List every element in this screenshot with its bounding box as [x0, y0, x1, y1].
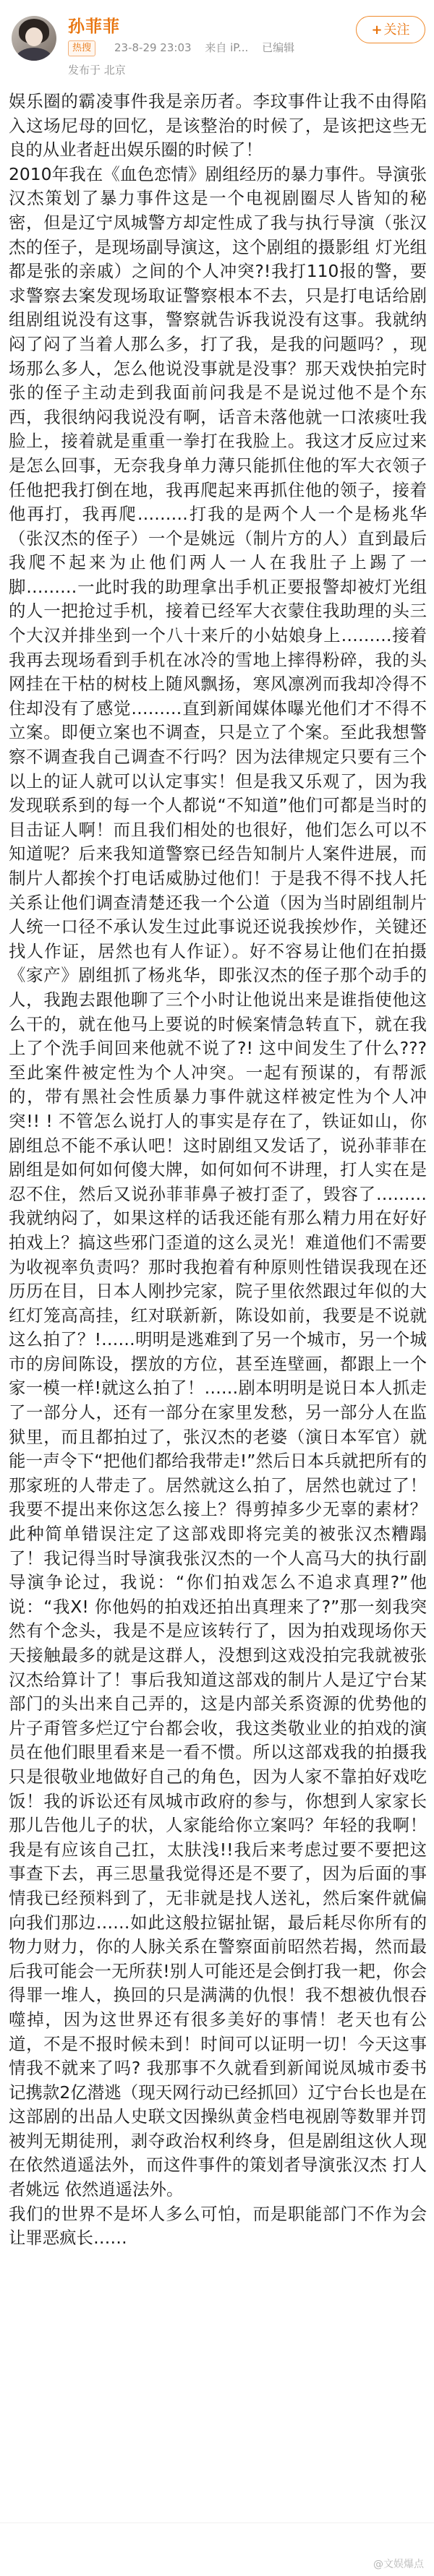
paragraph-main: 2010年我在《血色恋情》剧组经历的暴力事件。导演张汉杰策划了暴力事件这是一个电视剧圈尽人皆知的秘密，但是辽宁凤城警方却定性成了我与执行导演（张汉杰的侄子，是现场副导演这，这个剧组的摄影组 灯光组都是张的亲戚）之间的个人冲突?!我打110报的警，要求警察去案发现场取证警察根本不去，只是打电话给剧组剧组说没有这事，警察就告诉我说没有这事。我就纳闷了闷了当着人那么多，打了我，是我的问题吗？，现场那么多人，怎么他说没事就是没事？那天戏快拍完时张的侄子主动走到我面前问我是不是说过他不是个东西，我很纳闷我说没有啊，话音未落他就一口浓痰吐我脸上，接着就是重重一拳打在我脸上。我这才反应过来是怎么回事，无奈我身单力薄只能抓住他的军大衣领子任他把我打倒在地，我再爬起来再抓住他的领子，接着他再打，我再爬………打我的是两个人一个是杨兆华（张汉杰的侄子）一个是姚远（制片方的人）直到最后我爬不起来为止他们两人一人在我肚子上踢了一脚………一此时我的助理拿出手机正要报警却被灯光组的人一把抢过手机，接着已经军大衣蒙住我助理的头三个大汉并排坐到一个八十来斤的小姑娘身上………接着我再去现场看到手机在冰冷的雪地上摔得粉碎，我的头网挂在干枯的树枝上随风飘扬，寒风凛冽而我却冷得不住却没有了感觉………直到新闻媒体曝光他们才不得不立案。即便立案也不调查，只是立了个案。至此我想警察不调查我自己调查不行吗？因为法律规定只要有三个以上的证人就可以认定事实！但是我又乐观了，因为我发现联系到的每一个人都说“不知道”他们可都是当时的目击证人啊！而且我们相处的也很好，他们怎么可以不知道呢？后来我知道警察已经告知制片人案件进展，而制片人都挨个打电话威胁过他们！于是我不得不找人托关系让他们调查清楚还我一个公道（因为当时剧组制片人统一口径不承认发生过此事说还说我挨炒作，关键还找人作证，居然也有人作证）。好不容易让他们在拍摄《家产》剧组抓了杨兆华，即张汉杰的侄子那个动手的人，我跑去跟他聊了三个小时让他说出来是谁指使他这么干的，就在他马上要说的时候案情急转直下，就在我上了个洗手间回来他就不说了?! 这中间发生了什么???至此案件被定性为个人冲突。一起有预谋的，有帮派的，带有黑社会性质暴力事件就这样被定性为个人冲突!! ! 不管怎么说打人的事实是存在了，铁证如山，你剧组总不能不承认吧！这时剧组又发话了，说孙菲菲在剧组是如何如何傻大牌，如何如何不讲理，打人实在是忍不住，然后又说孙菲菲鼻子被打歪了，毁容了………我就纳闷了，如果这样的话我还能有那么精力用在好好拍戏上？搞这些邪门歪道的这么灵光！难道他们不需要为收视率负责吗？那时我抱着有种原则性错误我现在还历历在目，日本人刚抄完家，院子里依然跟过年似的大红灯笼高高挂，红对联新新，陈设如前，我要是不说就这么拍了？!……明明是逃难到了另一个城市，另一个城市的房间陈设，摆放的方位，甚至连壁画，都跟上一个家一模一样!就这么拍了！……剧本明明是说日本人抓走了一部分人，还有一部分在家里发愁，另一部分人在监狱里，而且都拍过了，张汉杰的老婆（演日本军官）就能一声令下“把他们都给我带走!”然后日本兵就把所有的那家班的人带走了。居然就这么拍了，居然也就过了！我要不提出来你这怎么接上？得剪掉多少无辜的素材？此种简单错误注定了这部戏即将完美的被张汉杰糟蹋了！我记得当时导演我张汉杰的一个人高马大的执行副导演争论过，我说：“你们拍戏怎么不追求真理?”他说：“我X! 你他妈的拍戏还拍出真理来了?”那一刻我突然有个念头，我是不是应该转行了，因为拍戏现场你天天接触最多的就是这群人，没想到这戏没拍完我就被张汉杰给算计了！事后我知道这部戏的制片人是辽宁台某部门的头出来自己弄的，这是内部关系资源的优势他的片子甭管多烂辽宁台都会收，我这类敬业业的拍戏的演员在他们眼里看来是一看不惯。所以这部戏我的拍摄我只是很敬业地做好自己的角色，因为人家不靠拍好戏吃饭！我的诉讼还有凤城市政府的参与，你想到人家家长那儿告他儿子的状，人家能给你立案吗？年轻的我啊！我是有应该自己扛，太肤浅!!我后来考虑过要不要把这事查下去，再三思量我觉得还是不要了，因为后面的事情我已经预料到了，无非就是找人送礼，然后案件就偏向我们那边……如此这般拉锯扯锯，最后耗尽你所有的物力财力，你的人脉关系在警察面前昭然若揭，然而最后我可能会一无所获!别人可能还是会倒打我一耙，你会得罪一堆人，换回的只是满满的仇恨！我不想被仇恨吞噬掉，因为这世界还有很多美好的事情！老天也有公道，不是不报时候未到！时间可以证明一切！今天这事情我不就来了吗? 我那事不久就看到新闻说凤城市委书记携款2亿潜逃（现天网行动已经抓回）辽宁台长也是在这部剧的出品人史联文因操纵黄金档电视剧等数罪并罚被判无期徒刑，剥夺政治权利终身，但是剧组这伙人现在依然逍遥法外，而这件事件的策划者导演张汉杰 打人者姚远 依然逍遥法外。 [9, 163, 427, 2200]
plus-icon: + [371, 22, 383, 38]
avatar-body [16, 48, 52, 61]
author-name[interactable]: 孙菲菲 [68, 17, 120, 36]
post-body [9, 90, 427, 2504]
hot-search-badge: 热搜 [68, 40, 95, 56]
post-footer [0, 2523, 434, 2576]
post-header [0, 0, 434, 87]
paragraph-intro: 娱乐圈的霸凌事件我是亲历者。李玟事件让我不由得陷入这场尼母的回忆，是该整治的时候了，是该把这些无良的从业者赶出娱乐圈的时候了！ [9, 91, 427, 160]
paragraph-closing: 我们的世界不是坏人多么可怕，而是职能部门不作为会让罪恶疯长…… [9, 2203, 427, 2249]
post-meta [114, 40, 305, 55]
edited-label[interactable]: 已编辑 [262, 41, 295, 54]
post-timestamp: 23-8-29 23:03 [114, 41, 192, 54]
post-location: 发布于 北京 [68, 64, 126, 77]
follow-label: 关注 [383, 22, 410, 38]
follow-button[interactable] [356, 16, 425, 43]
author-avatar[interactable] [12, 16, 56, 61]
watermark: @文娱爆点 [373, 2559, 424, 2570]
avatar-face [25, 27, 43, 46]
post-source: 来自 iP... [205, 41, 249, 54]
